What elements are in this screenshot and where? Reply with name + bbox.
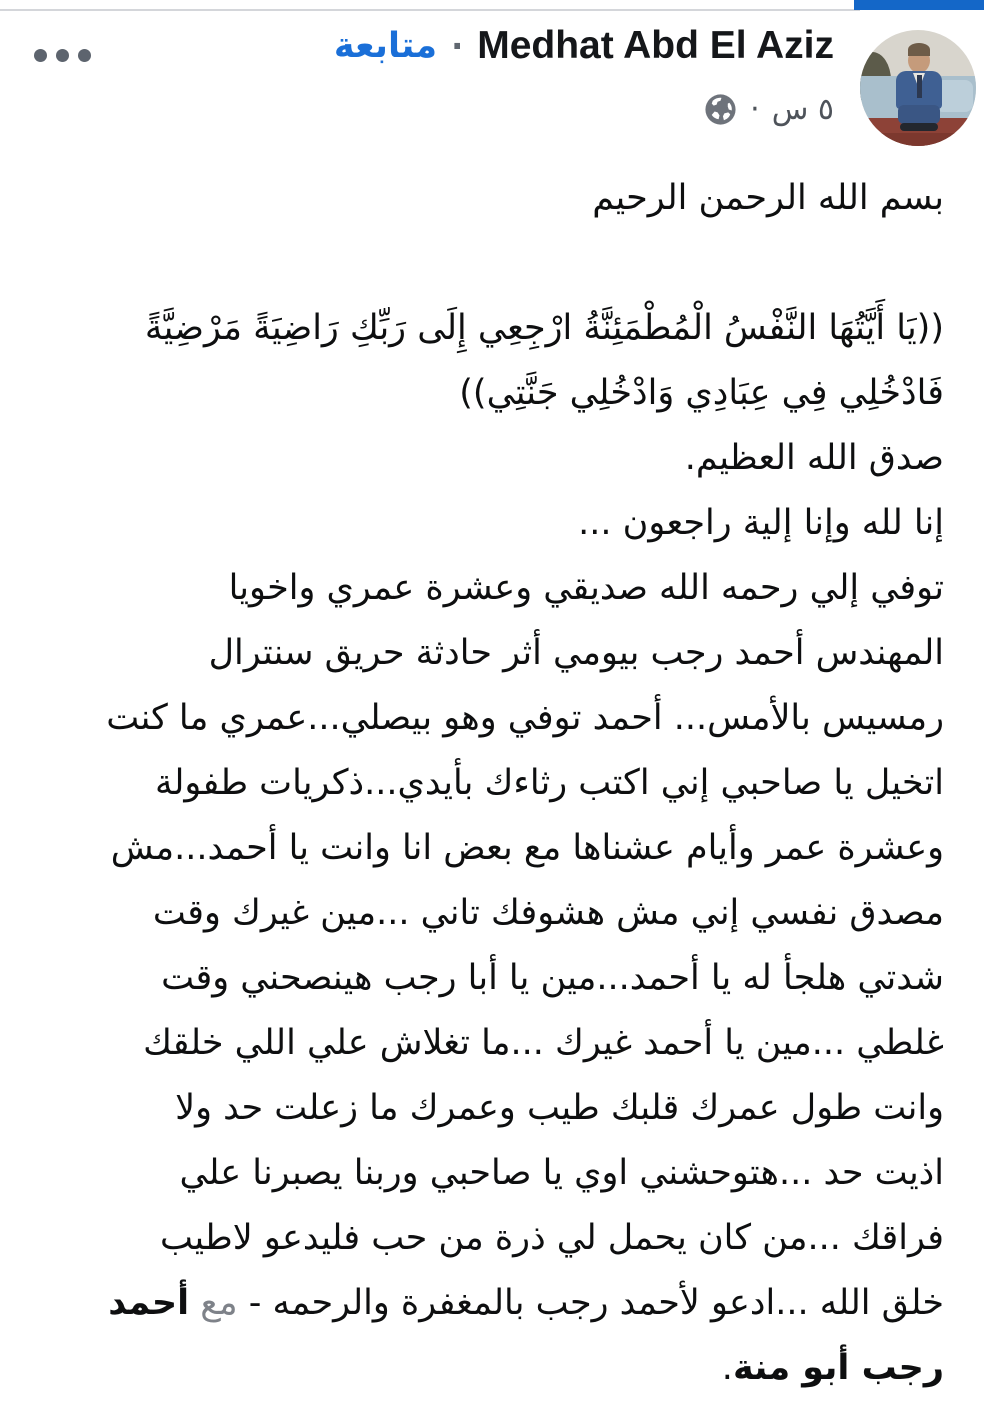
post-line: اذيت حد ...هتوحشني اوي يا صاحبي وربنا يصبرنا علي xyxy=(179,1153,944,1193)
meta-row xyxy=(703,92,834,127)
post-header xyxy=(0,0,984,152)
post-line: صدق الله العظيم. xyxy=(684,438,944,478)
author-row xyxy=(334,24,834,68)
post-line-blank xyxy=(40,231,944,296)
post-line: اتخيل يا صاحبي إني اكتب رثاءك بأيدي...ذكريات طفولة xyxy=(154,763,944,803)
post-line: توفي إلي رحمه الله صديقي وعشرة عمري واخويا xyxy=(228,568,944,608)
post-line-quran-verse: فَادْخُلِي فِي عِبَادِي وَادْخُلِي جَنَّتِي)) xyxy=(459,373,944,413)
post-line: بسم الله الرحمن الرحيم xyxy=(592,178,944,218)
avatar-hair-shape xyxy=(908,43,930,56)
post-line-tagged-name xyxy=(40,1336,944,1401)
post-line: وعشرة عمر وأيام عشناها مع بعض انا وانت يا أحمد...مش xyxy=(110,828,944,868)
timestamp[interactable]: ٥ س xyxy=(771,92,834,127)
post-line-quran-verse: ((يَا أَيَّتُهَا النَّفْسُ الْمُطْمَئِنَّةُ ارْجِعِي إِلَى رَبِّكِ رَاضِيَةً مَرْضِيَّةً xyxy=(144,308,944,348)
separator-dot: · xyxy=(451,27,464,65)
menu-dot xyxy=(34,49,47,62)
follow-button[interactable]: متابعة xyxy=(333,26,438,66)
separator-dot: · xyxy=(750,92,760,127)
avatar-shoes-shape xyxy=(900,123,938,131)
post-line: وانت طول عمرك قلبك طيب وعمرك ما زعلت حد ولا xyxy=(175,1088,944,1128)
post-line: المهندس أحمد رجب بيومي أثر حادثة حريق سنترال xyxy=(208,633,944,673)
menu-dot xyxy=(56,49,69,62)
closing-period: . xyxy=(721,1348,733,1388)
avatar-tie-shape xyxy=(917,75,922,98)
avatar[interactable] xyxy=(860,30,976,146)
post-line: مصدق نفسي إني مش هشوفك تاني ...مين غيرك وقت xyxy=(152,893,944,933)
post-line: إنا لله وإنا إلية راجعون ... xyxy=(578,503,944,543)
closing-text: خلق الله ...ادعو لأحمد رجب بالمغفرة والرحمه - xyxy=(248,1283,944,1323)
post-line-with-tag xyxy=(40,1271,944,1336)
author-name[interactable]: Medhat Abd El Aziz xyxy=(477,24,834,67)
avatar-rug-shape xyxy=(870,133,966,146)
post-line: فراقك ...من كان يحمل لي ذرة من حب فليدعو لاطيب xyxy=(159,1218,944,1258)
post-body xyxy=(0,152,984,1401)
avatar-legs-shape xyxy=(898,105,940,124)
post-line: غلطي ...مين يا أحمد غيرك ...ما تغلاش علي اللي خلقك xyxy=(143,1023,944,1063)
tagged-profile-link[interactable]: رجب أبو منة xyxy=(732,1348,944,1388)
tagged-profile-link[interactable]: أحمد xyxy=(108,1283,190,1323)
menu-dot xyxy=(78,49,91,62)
post-line: شدتي هلجأ له يا أحمد...مين يا أبا رجب هينصحني وقت xyxy=(161,958,944,998)
post-line: رمسيس بالأمس... أحمد توفي وهو بيصلي...عمري ما كنت xyxy=(106,698,944,738)
post-menu-button[interactable] xyxy=(30,45,95,66)
tag-with-label: مع xyxy=(200,1283,238,1323)
globe-icon xyxy=(703,92,738,127)
